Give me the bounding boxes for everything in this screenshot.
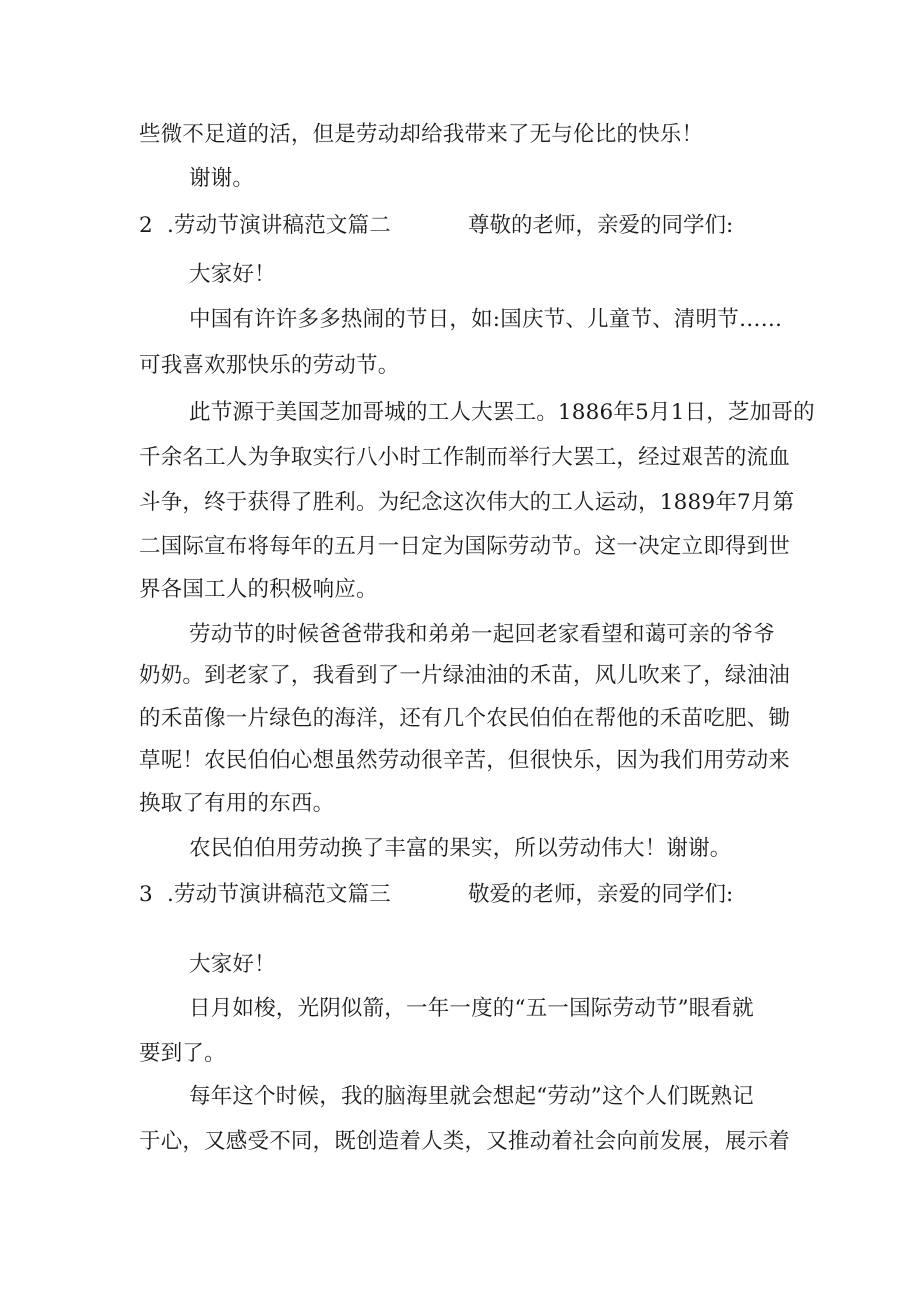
- closing-thanks: 谢谢。: [189, 166, 255, 191]
- paragraph-line: 界各国工人的积极响应。: [139, 577, 378, 602]
- paragraph-line: 要到了。: [139, 1041, 226, 1066]
- paragraph-line: 劳动节的时候爸爸带我和弟弟一起回老家看望和蔼可亲的爷爷: [189, 622, 775, 647]
- paragraph-line: 可我喜欢那快乐的劳动节。: [139, 353, 400, 378]
- greeting: 大家好！: [189, 262, 276, 287]
- paragraph-line: 于心，又感受不同，既创造着人类，又推动着社会向前发展，展示着: [139, 1129, 791, 1154]
- paragraph-line: 二国际宣布将每年的五月一日定为国际劳动节。这一决定立即得到世: [139, 534, 791, 559]
- paragraph-line: 奶奶。到老家了，我看到了一片绿油油的禾苗，风儿吹来了，绿油油: [139, 663, 791, 688]
- section-heading-2: 2 .劳动节演讲稿范文篇二: [139, 213, 391, 238]
- paragraph-line: 农民伯伯用劳动换了丰富的果实，所以劳动伟大！谢谢。: [189, 836, 732, 861]
- paragraph-line: 千余名工人为争取实行八小时工作制而举行大罢工，经过艰苦的流血: [139, 445, 791, 470]
- salutation: 敬爱的老师，亲爱的同学们:: [468, 882, 734, 907]
- salutation: 尊敬的老师，亲爱的同学们:: [468, 213, 734, 238]
- greeting: 大家好！: [189, 952, 276, 977]
- paragraph-line: 此节源于美国芝加哥城的工人大罢工。1886年5月1日，芝加哥的: [189, 400, 815, 425]
- paragraph-line: 换取了有用的东西。: [139, 791, 335, 816]
- paragraph-line: 日月如梭，光阴似箭，一年一度的“五一国际劳动节”眼看就: [189, 996, 754, 1021]
- paragraph-line: 些微不足道的活，但是劳动却给我带来了无与伦比的快乐！: [139, 122, 704, 147]
- paragraph-line: 的禾苗像一片绿色的海洋，还有几个农民伯伯在帮他的禾苗吃肥、锄: [139, 706, 791, 731]
- paragraph-line: 中国有许许多多热闹的节日，如:国庆节、儿童节、清明节……: [189, 307, 783, 332]
- paragraph-line: 斗争，终于获得了胜利。为纪念这次伟大的工人运动，1889年7月第: [139, 490, 795, 515]
- paragraph-line: 每年这个时候，我的脑海里就会想起“劳动”这个人们既熟记: [189, 1084, 754, 1109]
- paragraph-line: 草呢！农民伯伯心想虽然劳动很辛苦，但很快乐，因为我们用劳动来: [139, 748, 791, 773]
- section-heading-3: 3 .劳动节演讲稿范文篇三: [139, 882, 391, 907]
